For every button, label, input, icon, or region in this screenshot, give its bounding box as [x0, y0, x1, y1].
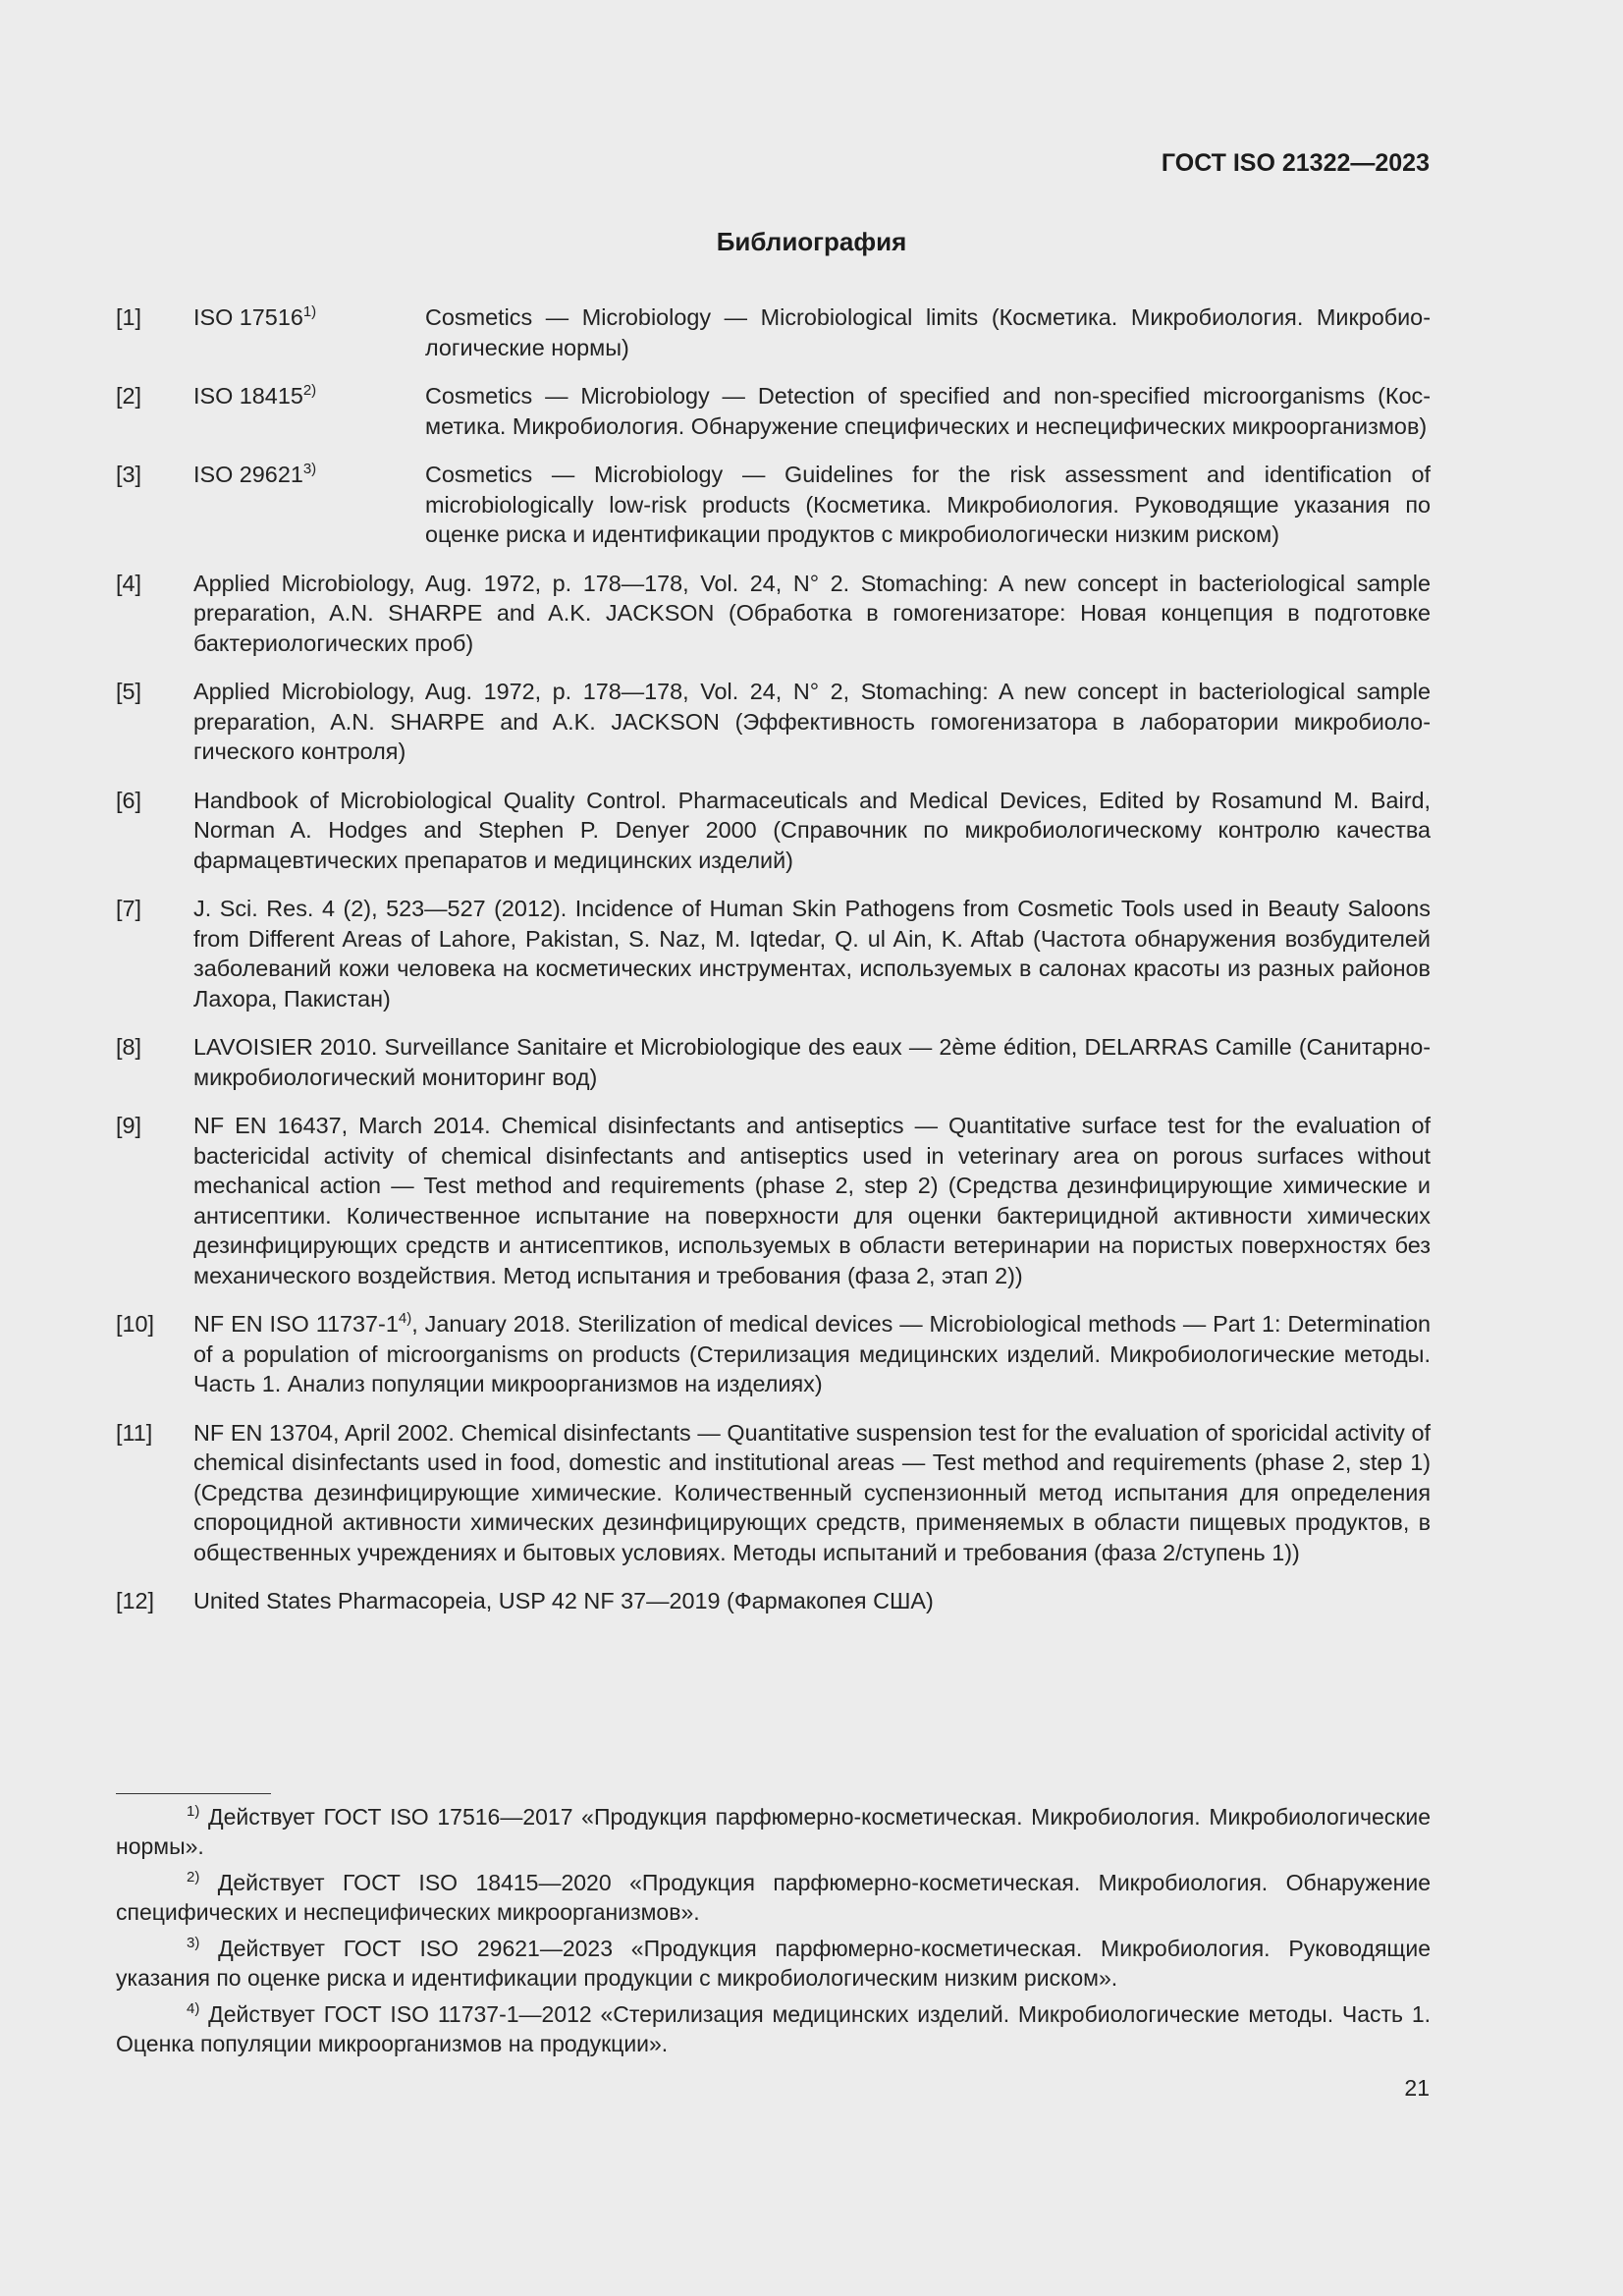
page-number: 21 [1404, 2075, 1430, 2101]
document-code: ГОСТ ISO 21322—2023 [1161, 149, 1430, 177]
reference-number: [11] [116, 1419, 153, 1446]
reference-text: Cosmetics — Microbiology — Microbiological limits (Косметика. Микробиология. Микробиологические нормы) [425, 304, 1431, 360]
reference-standard: ISO 18415$^{2)}$ [193, 382, 317, 409]
footnote-marker: 1) [187, 1803, 200, 1820]
reference-number: [7] [116, 896, 142, 921]
footnote-divider [116, 1793, 271, 1794]
reference-standard: ISO 29621$^{3)}$ [193, 461, 317, 487]
reference-item [116, 677, 1431, 767]
reference-item [116, 460, 1431, 550]
footnote: $^{3)}$ Действует ГОСТ ISO 29621—2023 «Продукция парфюмерно-косметическая. Микробиология. Руководящие указания по оценке риска и идентификации продукции с микробиологическим низким риском». [116, 1935, 1431, 1991]
reference-item [116, 1309, 1431, 1399]
reference-number: [4] [116, 570, 142, 596]
reference-text: Applied Microbiology, Aug. 1972, p. 178—178, Vol. 24, N° 2. Stomaching: A new concept in bacteriological sample preparation, A.N. SHARPE and A.K. JACKSON (Обработка в гомогенизаторе: Новая концепция в подготовке бактериологических проб) [193, 570, 1431, 656]
reference-number: [3] [116, 462, 142, 487]
footnote-marker: 2) [302, 382, 317, 399]
reference-number: [10] [116, 1311, 155, 1337]
reference-item [116, 1032, 1431, 1092]
footnote-marker: 4) [398, 1310, 412, 1327]
reference-text: NF EN ISO 11737-1$^{4)}$, January 2018. Sterilization of medical devices — Microbiological methods — Part 1: Determination of a population of microorganisms on products (Стерилизация медицинских изделий. Микробиологические методы. Часть 1. Анализ популяции микроорганизмов на изделиях) [193, 1310, 1431, 1396]
reference-item [116, 569, 1431, 659]
footnote-marker: 1) [302, 303, 317, 320]
reference-item [116, 1586, 1431, 1616]
reference-text: Cosmetics — Microbiology — Detection of specified and non-specified microorganisms (Косметика. Микробиология. Обнаружение специфических и неспецифических микроорганизмов) [425, 383, 1431, 439]
footnote: $^{2)}$ Действует ГОСТ ISO 18415—2020 «Продукция парфюмерно-косметическая. Микробиология. Обнаружение специфических и неспецифических микроорганизмов». [116, 1869, 1431, 1925]
footnote-marker: 3) [187, 1935, 200, 1951]
reference-text: NF EN 13704, April 2002. Chemical disinfectants — Quantitative suspension test for the evaluation of sporicidal activity of chemical disinfectants used in food, domestic and institutional areas — Test method and requirements (phase 2, step 1) (Средства дезинфицирующие химические. Количественный суспензионный метод испытания для определения спороцидной активности химических дезинфицирующих средств, применяемых в области пищевых продуктов, в общественных учреждениях и бытовых условиях. Методы испытаний и требования (фаза 2/ступень 1)) [193, 1419, 1431, 1565]
reference-item [116, 302, 1431, 362]
reference-standard: ISO 17516$^{1)}$ [193, 303, 317, 330]
reference-number: [1] [116, 304, 142, 330]
reference-text: LAVOISIER 2010. Surveillance Sanitaire et Microbiologique des eaux — 2ème édition, DELARRAS Camille (Санитарно-микробиологический мониторинг вод) [193, 1034, 1431, 1090]
reference-text: Handbook of Microbiological Quality Control. Pharmaceuticals and Medical Devices, Edited by Rosamund M. Baird, Norman A. Hodges and Stephen P. Denyer 2000 (Справочник по микробиологическому контролю качества фармацевтических препаратов и медицинских изделий) [193, 787, 1431, 873]
footnote-marker: 3) [302, 461, 317, 477]
reference-text: United States Pharmacopeia, USP 42 NF 37—2019 (Фармакопея США) [193, 1588, 934, 1613]
reference-text: Applied Microbiology, Aug. 1972, p. 178—178, Vol. 24, N° 2, Stomaching: A new concept in bacteriological sample preparation, A.N. SHARPE and A.K. JACKSON (Эффективность гомогенизатора в лаборатории микробиологического контроля) [193, 679, 1431, 764]
reference-item [116, 381, 1431, 441]
footnote-marker: 2) [187, 1869, 200, 1886]
reference-text: Cosmetics — Microbiology — Guidelines for the risk assessment and identification of microbiologically low-risk products (Косметика. Микробиология. Руководящие указания по оценке риска и идентификации продуктов с микробиологически низким риском) [425, 462, 1431, 547]
reference-list [116, 302, 1431, 1635]
footnote: $^{1)}$ Действует ГОСТ ISO 17516—2017 «Продукция парфюмерно-косметическая. Микробиология. Микробиологические нормы». [116, 1803, 1431, 1859]
bibliography-title: Библиография [716, 227, 907, 256]
reference-number: [9] [116, 1113, 142, 1138]
reference-number: [12] [116, 1588, 155, 1613]
reference-text: NF EN 16437, March 2014. Chemical disinfectants and antiseptics — Quantitative surface test for the evaluation of bactericidal activity of chemical disinfectants and antiseptics used in veterinary area on porous surfaces without mechanical action — Test method and requirements (phase 2, step 2) (Средства дезинфицирующие химические и антисептики. Количественное испытание на поверхности для оценки бактерицидной активности химических дезинфицирующих средств и антисептиков, используемых в области ветеринарии на пористых поверхностях без механического воздействия. Метод испытания и требования (фаза 2, этап 2)) [193, 1113, 1431, 1288]
reference-standard: NF EN ISO 11737-1 [193, 1311, 399, 1337]
reference-number: [8] [116, 1034, 142, 1060]
reference-number: [6] [116, 787, 142, 813]
reference-item [116, 894, 1431, 1013]
footnote-marker: 4) [187, 2000, 200, 2017]
reference-text: J. Sci. Res. 4 (2), 523—527 (2012). Incidence of Human Skin Pathogens from Cosmetic Tools used in Beauty Saloons from Different Areas of Lahore, Pakistan, S. Naz, M. Iqtedar, Q. ul Ain, K. Aftab (Частота обнаружения возбудителей заболеваний кожи человека на косметических инструментах, используемых в салонах красоты из разных районов Лахора, Пакистан) [193, 896, 1431, 1011]
reference-number: [2] [116, 383, 142, 409]
reference-number: [5] [116, 679, 142, 704]
reference-item [116, 786, 1431, 876]
reference-item [116, 1111, 1431, 1290]
reference-item [116, 1418, 1431, 1568]
footnote: $^{4)}$ Действует ГОСТ ISO 11737-1—2012 «Стерилизация медицинских изделий. Микробиологические методы. Часть 1. Оценка популяции микроорганизмов на продукции». [116, 2000, 1431, 2056]
footnotes [116, 1802, 1431, 2065]
